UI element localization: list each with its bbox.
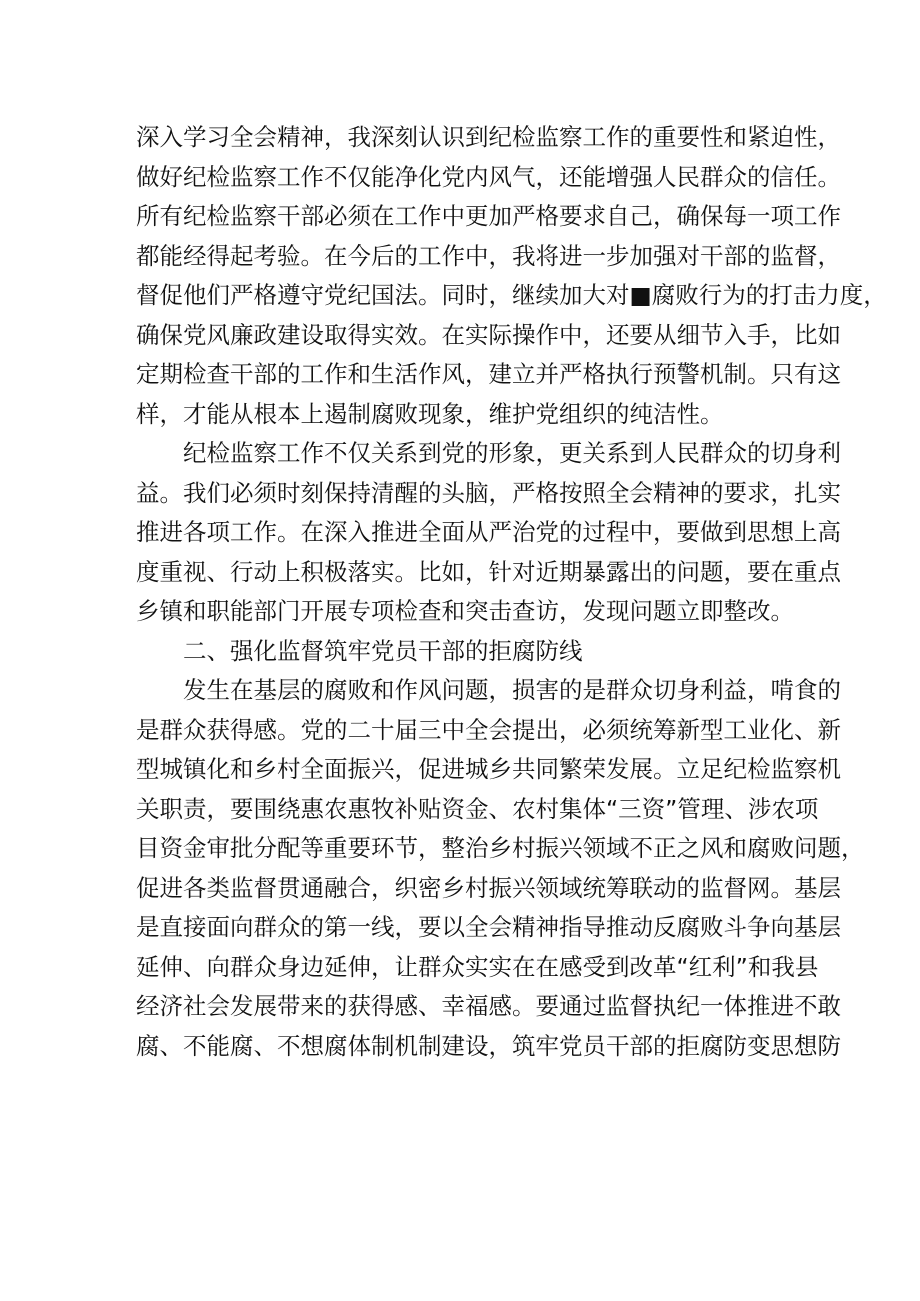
text-line: 腐、不能腐、不想腐体制机制建设，筑牢党员干部的拒腐防变思想防 [136, 1031, 841, 1060]
text-line: 益。我们必须时刻保持清醒的头脑，严格按照全会精神的要求，扎实 [136, 478, 841, 507]
text-line: 督促他们严格遵守党纪国法。同时，继续加大对■腐败行为的打击力度， [136, 281, 887, 309]
text-line: 做好纪检监察工作不仅能净化党内风气，还能增强人民群众的信任。 [136, 162, 841, 191]
text-line: 延伸、向群众身边延伸，让群众实实在在感受到改革“红利”和我县 [136, 952, 819, 981]
text-line: 都能经得起考验。在今后的工作中，我将进一步加强对干部的监督， [136, 241, 841, 270]
text-line: 定期检查干部的工作和生活作风，建立并严格执行预警机制。只有这 [136, 360, 841, 388]
text-line: 型城镇化和乡村全面振兴，促进城乡共同繁荣发展。立足纪检监察机 [136, 755, 841, 783]
text-line: 是直接面向群众的第一线，要以全会精神指导推动反腐败斗争向基层 [136, 913, 841, 941]
text-line: 确保党风廉政建设取得实效。在实际操作中，还要从细节入手，比如 [136, 320, 841, 349]
paragraph-start-line: 二、强化监督筑牢党员干部的拒腐防线 [183, 636, 583, 665]
text-line: 经济社会发展带来的获得感、幸福感。要通过监督执纪一体推进不敢 [136, 992, 841, 1020]
text-line: 促进各类监督贯通融合，织密乡村振兴领域统筹联动的监督网。基层 [136, 873, 841, 902]
text-line: 推进各项工作。在深入推进全面从严治党的过程中，要做到思想上高 [136, 518, 841, 546]
text-line: 关职责，要围绕惠农惠牧补贴资金、农村集体“三资”管理、涉农项 [136, 794, 819, 823]
document-body [136, 118, 887, 1066]
text-line: 深入学习全会精神，我深刻认识到纪检监察工作的重要性和紧迫性， [136, 123, 841, 151]
paragraph-start-line: 发生在基层的腐败和作风问题，损害的是群众切身利益，啃食的 [183, 676, 841, 704]
text-line: 样，才能从根本上遏制腐败现象，维护党组织的纯洁性。 [136, 399, 724, 428]
text-line: 是群众获得感。党的二十届三中全会提出，必须统筹新型工业化、新 [136, 715, 841, 744]
text-line: 乡镇和职能部门开展专项检查和突击查访，发现问题立即整改。 [136, 597, 794, 625]
text-line: 目资金审批分配等重要环节，整治乡村振兴领域不正之风和腐败问题， [136, 834, 865, 862]
paragraph-start-line: 纪检监察工作不仅关系到党的形象，更关系到人民群众的切身利 [183, 439, 841, 467]
text-line: 度重视、行动上积极落实。比如，针对近期暴露出的问题，要在重点 [136, 557, 841, 586]
text-line: 所有纪检监察干部必须在工作中更加严格要求自己，确保每一项工作 [136, 202, 841, 230]
